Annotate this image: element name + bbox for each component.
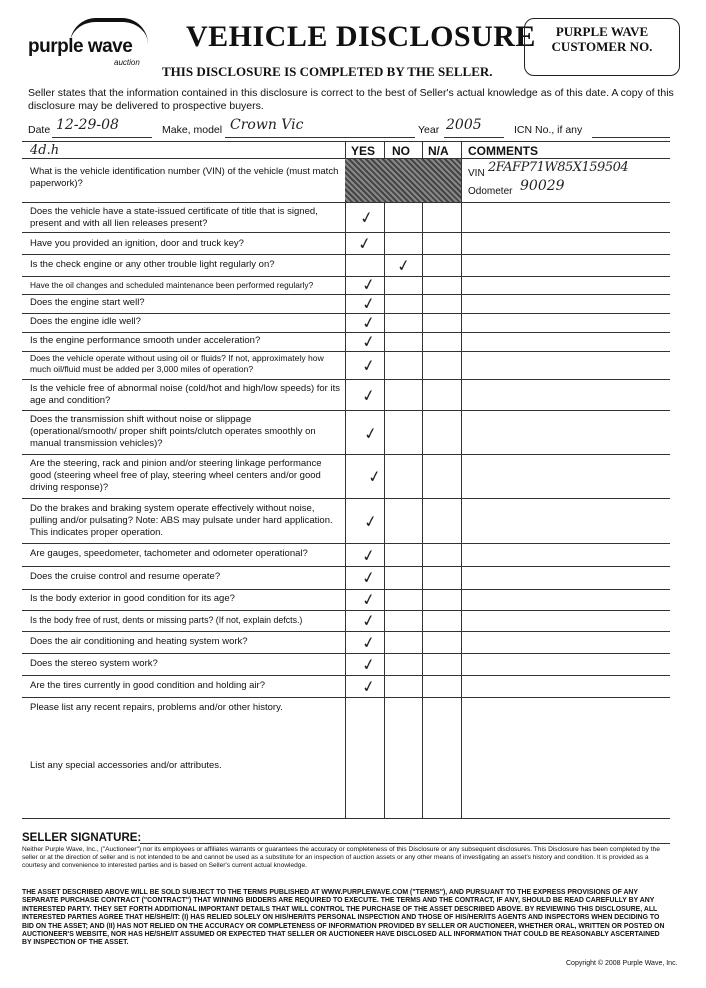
question-rust: Is the body free of rust, dents or missing parts? (If not, explain defcts.) — [30, 615, 303, 625]
question-title: Does the vehicle have a state-issued certificate of title that is signed, present and with all lien releases present? — [30, 206, 318, 229]
year-field[interactable]: 2005 — [446, 117, 482, 133]
question-transmission: Does the transmission shift without noise or slippage (operational/smooth/ proper shift points/clutch operates smoothly on manual transmission vehicles)? — [30, 414, 316, 449]
checkmark-icon[interactable]: ✓ — [360, 292, 377, 315]
date-field[interactable]: 12-29-08 — [56, 117, 119, 133]
checkmark-icon[interactable]: ✓ — [360, 311, 377, 334]
checkmark-icon[interactable]: ✓ — [360, 653, 377, 676]
make-model-label: Make, model — [162, 124, 223, 136]
question-steering: Are the steering, rack and pinion and/or steering linkage performance good (steering wheel free of play, steering wheel centers and/or good driving response)? — [30, 458, 322, 493]
question-accessories: List any special accessories and/or attributes. — [30, 760, 222, 771]
signature-line[interactable] — [140, 843, 670, 844]
checkmark-icon[interactable]: ✓ — [360, 273, 377, 296]
logo-text: purple wave — [28, 36, 133, 57]
odometer-field[interactable]: 90029 — [520, 178, 565, 194]
checkmark-icon[interactable]: ✓ — [360, 675, 377, 698]
intro-text: Seller states that the information contained in this disclosure is correct to the best of Seller's actual knowledge as of this date. A copy of this disclosure may be delivered to prospective buyers. — [28, 87, 674, 112]
col-header-comments: COMMENTS — [468, 144, 538, 158]
copyright: Copyright © 2008 Purple Wave, Inc. — [566, 960, 678, 967]
date-underline — [52, 137, 152, 138]
col-header-no: NO — [392, 144, 410, 158]
checkmark-icon[interactable]: ✓ — [395, 254, 412, 277]
logo-subtext: auction — [114, 58, 140, 67]
make-model-field[interactable]: Crown Vic — [230, 117, 304, 133]
model-extra: 4d.h — [30, 143, 60, 158]
page-title: VEHICLE DISCLOSURE — [186, 20, 536, 53]
checkmark-icon[interactable]: ✓ — [358, 206, 375, 229]
question-noise: Is the vehicle free of abnormal noise (cold/hot and high/low speeds) for its age and condition? — [30, 383, 340, 406]
vin-label: VIN — [468, 168, 485, 179]
question-check-engine: Is the check engine or any other trouble light regularly on? — [30, 259, 275, 270]
question-gauges: Are gauges, speedometer, tachometer and odometer operational? — [30, 548, 308, 559]
year-underline — [444, 137, 504, 138]
checkmark-icon[interactable]: ✓ — [362, 422, 379, 445]
checkmark-icon[interactable]: ✓ — [366, 465, 383, 488]
disclaimer-text: Neither Purple Wave, Inc., ("Auctioneer") nor its employees or affiliates warrants or guarantees the accuracy or completeness of this Disclosure or any subsequent disclosures. This Disclosure has been completed by the seller or at the direction of seller and is not intended to be and cannot be used as a substitute for an inspection of auction assets or any other means of investigating an asset's history and condition. It is provided as a courtesy and convenience to interested parties and is based on Seller's current actual knowledge. — [22, 846, 660, 870]
question-engine-start: Does the engine start well? — [30, 297, 145, 308]
question-repairs: Please list any recent repairs, problems and/or other history. — [30, 702, 283, 713]
question-oil-fluids: Does the vehicle operate without using oil or fluids? If not, approximately how much oil/fluid must be added per 3,000 miles of operation? — [30, 353, 324, 374]
checkmark-icon[interactable]: ✓ — [362, 510, 379, 533]
customer-box-label: PURPLE WAVE CUSTOMER NO. — [551, 24, 653, 54]
question-tires: Are the tires currently in good condition and holding air? — [30, 680, 266, 691]
year-label: Year — [418, 124, 440, 136]
question-keys: Have you provided an ignition, door and truck key? — [30, 238, 244, 249]
checkmark-icon[interactable]: ✓ — [360, 544, 377, 567]
checkmark-icon[interactable]: ✓ — [356, 232, 373, 255]
date-label: Date — [28, 124, 51, 136]
terms-text: THE ASSET DESCRIBED ABOVE WILL BE SOLD SUBJECT TO THE TERMS PUBLISHED AT WWW.PURPLEWAVE.COM ("TERMS"), AND PURSUANT TO THE EXPRESS PROVISIONS OF ANY SEPARATE PURCHASE CONTRACT ("CONTRACT") THAT WINNING BIDDERS ARE REQUIRED TO EXECUTE. THE TERMS AND THE CONTRACT, IF ANY, SHOULD BE READ CAREFULLY BY ANY INTERESTED PARTY. THEY SET FORTH ADDITIONAL IMPORTANT DETAILS THAT WILL CONTROL THE PURCHASE OF THE ASSET DESCRIBED ABOVE. BY REVIEWING THIS DISCLOSURE, ALL INTERESTED PARTIES AGREE THAT HE/SHE/IT: (I) HAS RELIED SOLELY ON HIS/HER/ITS PERSONAL INSPECTION AND THOSE OF HIS/HER/ITS AGENTS AND INSPECTORS WHEN DECIDING TO BID ON THE ASSET; AND (II) HAS NOT RELIED ON THE ACCURACY OR COMPLETENESS OF INFORMATION PROVIDED BY SELLER OR AUCTIONEER, WHETHER ORAL, WRITTEN OR POSTED ON AUCTIONEER'S WEBSITE, NOR HAS HE/SHE/IT ASSUMED OR EXPECTED THAT SELLER OR AUCTIONEER HAVE DISCLOSED ALL INFORMATION THAT COULD BE REASONABLY ASCERTAINED BY INSPECTION OF THE ASSET. — [22, 889, 665, 947]
question-engine-idle: Does the engine idle well? — [30, 316, 141, 327]
checkmark-icon[interactable]: ✓ — [360, 609, 377, 632]
checkmark-icon[interactable]: ✓ — [360, 384, 377, 407]
vin-field[interactable]: 2FAFP71W85X159504 — [488, 160, 629, 175]
odometer-label: Odometer — [468, 186, 513, 197]
question-cruise: Does the cruise control and resume operate? — [30, 571, 221, 582]
question-engine-performance: Is the engine performance smooth under acceleration? — [30, 335, 261, 346]
page-subtitle: THIS DISCLOSURE IS COMPLETED BY THE SELLER. — [162, 64, 493, 79]
customer-number-box[interactable] — [524, 18, 680, 76]
question-oil-changes: Have the oil changes and scheduled maintenance been performed regularly? — [30, 280, 314, 290]
question-vin: What is the vehicle identification number (VIN) of the vehicle (must match paperwork)? — [30, 166, 339, 189]
purple-wave-logo — [28, 18, 158, 68]
col-header-yes: YES — [351, 144, 376, 158]
vin-shaded-cells — [345, 159, 461, 202]
question-body-exterior: Is the body exterior in good condition for its age? — [30, 593, 235, 604]
question-ac-heating: Does the air conditioning and heating system work? — [30, 636, 248, 647]
checkmark-icon[interactable]: ✓ — [360, 354, 377, 377]
make-underline — [225, 137, 415, 138]
col-header-na: N/A — [428, 144, 449, 158]
checkmark-icon[interactable]: ✓ — [360, 588, 377, 611]
question-brakes: Do the brakes and braking system operate effectively without noise, pulling and/or pulsating? Note: ABS may pulsate under hard application. This indicates proper operation. — [30, 503, 333, 538]
seller-signature-label: SELLER SIGNATURE: — [22, 832, 142, 844]
checkmark-icon[interactable]: ✓ — [360, 631, 377, 654]
icn-label: ICN No., if any — [514, 124, 583, 136]
checkmark-icon[interactable]: ✓ — [360, 330, 377, 353]
checkmark-icon[interactable]: ✓ — [360, 566, 377, 589]
icn-underline[interactable] — [592, 137, 670, 138]
question-stereo: Does the stereo system work? — [30, 658, 158, 669]
